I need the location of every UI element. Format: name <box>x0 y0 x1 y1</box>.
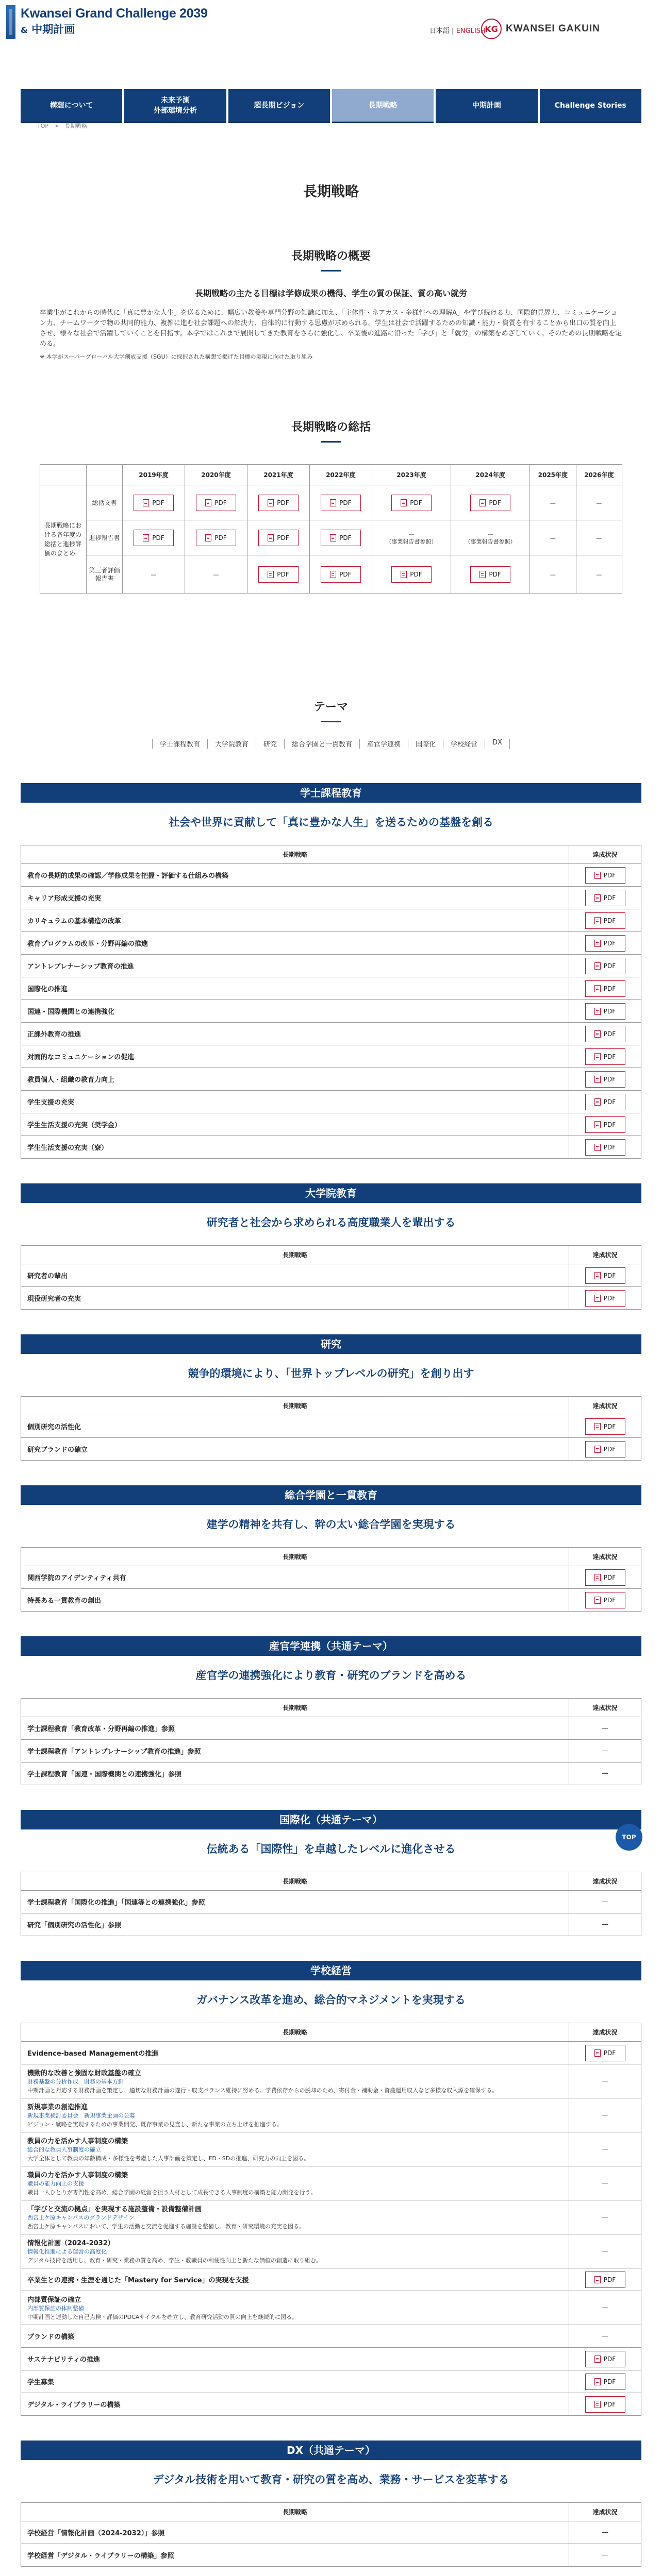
strategy-name: 現役研究者の充実 <box>27 1295 81 1303</box>
strategy-row <box>21 1566 641 1589</box>
theme-band: DX（共通テーマ） <box>21 2441 641 2460</box>
pdf-download-button[interactable]: PDF <box>585 958 625 974</box>
theme-section <box>21 1183 641 1310</box>
pdf-file-icon <box>594 985 601 992</box>
summary-row <box>40 520 622 555</box>
brand-subtitle: 中期計画 <box>31 23 75 36</box>
strategy-row <box>21 1717 641 1740</box>
strategy-name: 個別研究の活性化 <box>27 1423 81 1431</box>
theme-section <box>21 1334 641 1461</box>
strategy-row <box>21 1287 641 1310</box>
strategy-row <box>21 2268 641 2291</box>
nav-vision[interactable]: 超長期ビジョン <box>228 89 330 123</box>
strategy-row <box>21 1589 641 1612</box>
strategy-description: 職員一人ひとりが専門性を高め、総合学園の経営を担う人材として成長できる人事制度の構築と能力開発を行う。 <box>27 2189 317 2196</box>
pdf-file-icon <box>594 1423 601 1430</box>
strategy-name: 学生生活支援の充実（寮） <box>27 1144 108 1152</box>
strategy-name: 教育の長期的成果の確認／学修成果を把握・評価する仕組みの構築 <box>27 872 229 880</box>
theme-section <box>21 1636 641 1785</box>
theme-section <box>21 1810 641 1936</box>
pdf-file-icon <box>594 2401 601 2408</box>
pdf-file-icon <box>205 534 211 541</box>
pdf-download-button[interactable]: PDF <box>585 1116 625 1133</box>
summary-row-label: 第三者評価報告書 <box>87 555 123 594</box>
strategy-name: 正課外教育の推進 <box>27 1031 81 1039</box>
brand-title: Kwansei Grand Challenge 2039 <box>21 6 208 21</box>
strategy-row <box>21 2098 641 2132</box>
strategy-link[interactable]: 財務基盤の分析作成 財務の基本方針 <box>27 2078 124 2085</box>
strategy-name: 関西学院のアイデンティティ共有 <box>27 1574 126 1582</box>
pdf-file-icon <box>594 1076 601 1083</box>
strategy-row <box>21 1415 641 1438</box>
pdf-download-button[interactable]: PDF <box>585 1267 625 1284</box>
themes-section <box>0 698 662 749</box>
summary-heading: 長期戦略の総括 <box>0 418 662 443</box>
no-document: — <box>602 2247 608 2255</box>
strategy-row <box>21 1091 641 1113</box>
strategy-table: 長期戦略 達成状況 学士課程教育「国際化の推進」「国連等との連携強化」参照 — 研究「個別研究の活性化」参照 — <box>21 1872 641 1936</box>
strategy-description: 西宮上ケ原キャンパスにおいて、学生の活動と交流を促進する施設を整備し、教育・研究環境の充実を図る。 <box>27 2223 305 2230</box>
theme-band: 学士課程教育 <box>21 783 641 803</box>
theme-tagline: 産官学の連携強化により教育・研究のブランドを高める <box>195 1669 467 1682</box>
strategy-row <box>21 887 641 909</box>
strategy-table: 長期戦略 達成状況 教育の長期的成果の確認／学修成果を把握・評価する仕組みの構築 PDF キャリア形成支援の充実 PDF カリキュラムの基本構造の改革 PDF 教育プログラムの改革・分野再編の推進 PDF アントレプレナーシップ教育の推進 PDF 国際化の推進 PDF 国連・国際機関との連携強化 PDF 正課外教育の推進 PDF 対面的なコミュニケーションの促進 PDF 教員個人・組織の教育力向上 PDF 学生支援の充実 PDF 学生生活支援の充実（奨学金） PDF 学生生活支援の充実（寮） PDF <box>21 845 641 1159</box>
pdf-download-button[interactable]: PDF <box>585 1094 625 1110</box>
summary-cell-text: — <box>596 534 602 541</box>
nav-challenge-stories[interactable]: Challenge Stories <box>540 89 641 123</box>
pdf-download-button[interactable]: PDF <box>585 1003 625 1020</box>
pdf-download-button[interactable]: PDF <box>134 530 174 546</box>
theme-sections <box>0 783 662 2576</box>
pdf-file-icon <box>594 1121 601 1128</box>
theme-band: 研究 <box>21 1334 641 1354</box>
strategy-row <box>21 2200 641 2234</box>
strategy-row <box>21 2521 641 2544</box>
pdf-download-button[interactable]: PDF <box>321 530 361 546</box>
strategy-link[interactable]: 職員の能力向上の支援 <box>27 2180 84 2187</box>
summary-row <box>40 485 622 520</box>
pdf-file-icon <box>594 940 601 947</box>
no-document: — <box>602 1724 608 1732</box>
pdf-download-button[interactable]: PDF <box>585 1441 625 1458</box>
theme-tagline: ガバナンス改革を進め、総合的マネジメントを実現する <box>196 1994 466 2006</box>
strategy-row <box>21 1000 641 1023</box>
pdf-file-icon <box>479 499 486 506</box>
pdf-download-button[interactable]: PDF <box>585 2396 625 2413</box>
pdf-download-button[interactable]: PDF <box>196 530 236 546</box>
strategy-row <box>21 1740 641 1762</box>
lang-en[interactable]: ENGLISH <box>456 27 486 35</box>
strategy-description: 中期計画と連動した自己点検・評価のPDCAサイクルを確立し、教育研究活動の質の向上を継続的に図る。 <box>27 2314 297 2320</box>
global-nav <box>21 89 641 123</box>
no-document: — <box>602 2529 608 2536</box>
strategy-name: 研究ブランドの確立 <box>27 1446 88 1454</box>
theme-section <box>21 783 641 1159</box>
pdf-download-button[interactable]: PDF <box>585 1290 625 1307</box>
summary-row <box>40 555 622 594</box>
strategy-name: 学生生活支援の充実（奨学金） <box>27 1122 122 1129</box>
strategy-name: 研究「個別研究の活性化」参照 <box>27 1922 122 1929</box>
strategy-name: 新規事業の創造推進 <box>27 2104 88 2111</box>
strategy-row <box>21 2166 641 2200</box>
theme-tab[interactable]: 大学院教育 <box>207 739 256 749</box>
summary-section <box>0 418 662 594</box>
strategy-table: 長期戦略 達成状況 関西学院のアイデンティティ共有 PDF 特長ある一貫教育の創出 PDF <box>21 1547 641 1612</box>
pdf-file-icon <box>594 1030 601 1038</box>
pdf-file-icon <box>401 571 407 578</box>
pdf-download-button[interactable]: PDF <box>585 1026 625 1042</box>
overview-heading: 長期戦略の概要 <box>0 247 662 272</box>
theme-band: 大学院教育 <box>21 1183 641 1203</box>
strategy-name: サステナビリティの推進 <box>27 2356 100 2364</box>
no-document: — <box>602 1770 608 1777</box>
strategy-name: 学生支援の充実 <box>27 1099 75 1107</box>
strategy-row <box>21 1023 641 1045</box>
overview-note: ※ 本学がスーパーグローバル大学創成支援（SGU）に採択された構想で掲げた目標の実現に向けた取り組み <box>40 353 313 360</box>
pdf-download-button[interactable]: PDF <box>585 1418 625 1435</box>
pdf-file-icon <box>479 571 486 578</box>
theme-tab[interactable]: 産官学連携 <box>359 739 408 749</box>
strategy-row <box>21 1068 641 1091</box>
pdf-file-icon <box>594 1053 601 1060</box>
strategy-row <box>21 1264 641 1287</box>
theme-tagline: 研究者と社会から求められる高度職業人を輩出する <box>206 1216 456 1229</box>
theme-tab[interactable]: 国際化 <box>408 739 443 749</box>
strategy-name: 学生募集 <box>27 2379 55 2386</box>
pdf-download-button[interactable]: PDF <box>391 495 432 511</box>
pdf-file-icon <box>330 571 336 578</box>
strategy-name: 国連・国際機関との連携強化 <box>27 1008 115 1016</box>
summary-cell-text: — <box>596 571 602 578</box>
pdf-file-icon <box>594 2355 601 2363</box>
pdf-download-button[interactable]: PDF <box>585 867 625 884</box>
theme-tagline: 伝統ある「国際性」を卓越したレベルに進化させる <box>206 1843 456 1855</box>
strategy-name: 教育プログラムの改革・分野再編の推進 <box>27 940 148 948</box>
pdf-file-icon <box>268 534 274 541</box>
pdf-file-icon <box>205 499 211 506</box>
theme-tagline: 社会や世界に貢献して「真に豊かな人生」を送るための基盤を創る <box>169 816 493 828</box>
pdf-download-button[interactable]: PDF <box>134 495 174 511</box>
pdf-download-button[interactable]: PDF <box>585 2351 625 2367</box>
strategy-row <box>21 2234 641 2268</box>
brand-logo[interactable]: Kwansei Grand Challenge 2039 & 中期計画 <box>6 5 208 39</box>
strategy-row <box>21 1913 641 1936</box>
back-to-top-button[interactable]: TOP <box>616 1824 642 1851</box>
theme-tab[interactable]: 学校経営 <box>443 739 485 749</box>
strategy-link[interactable]: 総合的な教員人事制度の確立 <box>27 2146 101 2153</box>
strategy-name: 情報化計画（2024-2032） <box>27 2240 114 2247</box>
summary-cell-text: — <box>550 571 556 578</box>
strategy-link[interactable]: 情報化推進による運営の高度化 <box>27 2248 107 2255</box>
site-header <box>0 0 662 62</box>
theme-section <box>21 2441 641 2567</box>
pdf-download-button[interactable]: PDF <box>258 530 299 546</box>
no-document: — <box>602 2077 608 2085</box>
strategy-name: キャリア形成支援の充実 <box>27 895 102 903</box>
strategy-row <box>21 2291 641 2325</box>
pdf-file-icon <box>594 2378 601 2385</box>
strategy-name: ブランドの構築 <box>27 2333 75 2341</box>
no-document: — <box>602 2145 608 2153</box>
language-switch: 日本語 | ENGLISH <box>429 27 486 35</box>
pdf-download-button[interactable]: PDF <box>585 2272 625 2288</box>
overview-body: 卒業生がこれからの時代に「真に豊かな人生」を送るために、幅広い教養や専門分野の知識に加え、「主体性・ネアカス・多様性への理解A」や学び続ける力、国際的見界力、コミュニケーション力、チームワークで物の共同的能力、複雑に進む社会課題への解決力、自律的に行動する思慮が求められる。学生は社会で活躍するための知識・能力・資質を有することから出口の質を向上させ、様々な社会で活躍していくことを目指す。本学ではこれまで展開してきた教育をさらに強化し、卒業後の進路に沿った「学び」と「就労」の構築をめざしていく。そのための長期戦略を定める。 <box>40 309 622 348</box>
nav-mid-term-plan[interactable]: 中期計画 <box>436 89 537 123</box>
theme-tab[interactable]: 学士課程教育 <box>152 739 207 749</box>
pdf-file-icon <box>594 1098 601 1106</box>
crest-icon: KG <box>481 19 502 39</box>
strategy-link[interactable]: 新規事業検討委員会 新規事業企画の公募 <box>27 2112 135 2119</box>
summary-row-label: 総括文書 <box>87 485 123 520</box>
pdf-download-button[interactable]: PDF <box>585 912 625 929</box>
strategy-table: 長期戦略 達成状況 学士課程教育「教育改革・分野再編の推進」参照 — 学士課程教育「アントレプレナーシップ教育の推進」参照 — 学士課程教育「国連・国際機関との連携強化」参照 — <box>21 1698 641 1785</box>
summary-cell-text: — <box>213 571 219 578</box>
pdf-file-icon <box>594 1295 601 1302</box>
pdf-download-button[interactable]: PDF <box>391 566 432 583</box>
strategy-name: 学士課程教育「アントレプレナーシップ教育の推進」参照 <box>27 1748 201 1756</box>
strategy-name: 国際化の推進 <box>27 986 68 993</box>
strategy-row <box>21 2348 641 2370</box>
pdf-download-button[interactable]: PDF <box>585 1071 625 1088</box>
strategy-row <box>21 932 641 955</box>
strategy-link[interactable]: 内部質保証の体制整備 <box>27 2305 84 2312</box>
pdf-file-icon <box>330 499 336 506</box>
strategy-name: Evidence-based Managementの推進 <box>27 2050 159 2058</box>
no-document: — <box>602 2111 608 2119</box>
pdf-download-button[interactable]: PDF <box>321 566 361 583</box>
strategy-row <box>21 2132 641 2166</box>
pdf-file-icon <box>594 2049 601 2057</box>
strategy-row <box>21 864 641 887</box>
strategy-row <box>21 955 641 977</box>
theme-tab[interactable]: DX <box>485 739 510 749</box>
breadcrumb[interactable]: TOP > 長期戦略 <box>37 123 88 129</box>
theme-section <box>21 1961 641 2416</box>
pdf-download-button[interactable]: PDF <box>585 2374 625 2390</box>
pdf-download-button[interactable]: PDF <box>585 1569 625 1586</box>
strategy-name: 対面的なコミュニケーションの促進 <box>27 1054 135 1061</box>
no-document: — <box>602 2213 608 2221</box>
strategy-table: 長期戦略 達成状況 学校経営「情報化計画（2024-2032）」参照 — 学校経営「デジタル・ライブラリーの構築」参照 — <box>21 2502 641 2567</box>
no-document: — <box>602 1898 608 1906</box>
strategy-name: アントレプレナーシップ教育の推進 <box>27 963 134 971</box>
pdf-file-icon <box>594 1597 601 1604</box>
lang-ja[interactable]: 日本語 <box>429 27 450 35</box>
strategy-description: 中期計画と対応する財務計画を策定し、適切な財務計画の遂行・収支バランス維持に努める。学費依存からの脱却のため、寄付金・補助金・資産運用収入など多様な収入源を確保する。 <box>27 2087 498 2094</box>
strategy-name: 学校経営「デジタル・ライブラリーの構築」参照 <box>27 2552 174 2560</box>
strategy-row <box>21 2042 641 2064</box>
no-document: — <box>602 2304 608 2312</box>
brand-mark <box>6 5 15 39</box>
pdf-download-button[interactable]: PDF <box>321 495 361 511</box>
strategy-link[interactable]: 西宮上ケ原キャンパスのグランドデザイン <box>27 2214 135 2221</box>
strategy-row <box>21 1438 641 1461</box>
pdf-file-icon <box>268 571 274 578</box>
strategy-row <box>21 1136 641 1159</box>
pdf-file-icon <box>594 1272 601 1279</box>
strategy-name: 研究者の輩出 <box>27 1273 68 1280</box>
strategy-row <box>21 2393 641 2416</box>
strategy-name: 卒業生との連携・生涯を通じた「Mastery for Service」の実現を支援 <box>27 2277 249 2284</box>
strategy-name: 職員の力を活かす人事制度の構築 <box>27 2172 128 2179</box>
pdf-file-icon <box>594 1574 601 1581</box>
no-document: — <box>602 1747 608 1755</box>
theme-tagline: 建学の精神を共有し、幹の太い総合学園を実現する <box>206 1518 456 1531</box>
strategy-name: デジタル・ライブラリーの構築 <box>27 2401 121 2409</box>
strategy-row <box>21 909 641 932</box>
pdf-download-button[interactable]: PDF <box>258 566 299 583</box>
summary-cell-text: — （事業報告書参照） <box>386 530 437 545</box>
pdf-file-icon <box>401 499 407 506</box>
pdf-download-button[interactable]: PDF <box>585 980 625 997</box>
theme-tabs <box>0 739 662 749</box>
pdf-download-button[interactable]: PDF <box>585 935 625 952</box>
strategy-name: 特長ある一貫教育の創出 <box>27 1597 102 1605</box>
pdf-file-icon <box>594 1446 601 1453</box>
pdf-file-icon <box>594 1008 601 1015</box>
strategy-name: 内部質保証の確立 <box>27 2296 81 2304</box>
strategy-row <box>21 2325 641 2348</box>
theme-band: 学校経営 <box>21 1961 641 1980</box>
university-logo[interactable] <box>481 19 600 39</box>
summary-cell-text: — <box>596 499 602 506</box>
pdf-file-icon <box>143 499 149 506</box>
pdf-download-button[interactable]: PDF <box>585 890 625 906</box>
strategy-name: 「学びと交流の拠点」を実現する施設整備・設備整備計画 <box>27 2206 202 2213</box>
summary-table: 2019年度 2020年度 2021年度 2022年度 2023年度 2024年度 2025年度 2026年度 長期戦略における各年度の総括と進捗評価のまとめ 総括文書 PDF PDF PDF PDF PDF PDF — — 進捗報告書 PDF PDF PDF PDF — （事業報告書参照） — （事業報告書参照） — — 第三者評価報告書 — — PDF PDF PDF PDF — — <box>40 464 622 594</box>
theme-tagline: 競争的環境により、「世界トップレベルの研究」を創り出す <box>188 1367 474 1380</box>
summary-group-label: 長期戦略における各年度の総括と進捗評価のまとめ <box>40 485 87 594</box>
pdf-file-icon <box>594 894 601 902</box>
summary-cell-text: — <box>151 571 157 578</box>
theme-tab[interactable]: 研究 <box>256 739 284 749</box>
theme-tab[interactable]: 総合学園と一貫教育 <box>284 739 359 749</box>
strategy-name: 学士課程教育「教育改革・分野再編の推進」参照 <box>27 1725 175 1733</box>
nav-concept[interactable]: 構想について <box>21 89 122 123</box>
strategy-name: 機動的な改善と強固な財政基盤の確立 <box>27 2070 142 2077</box>
strategy-description: 大学全体として教員の年齢構成・多様性を考慮した人事計画を策定し、FD・SDの推進、研究力の向上を図る。 <box>27 2155 310 2162</box>
university-name: KWANSEI GAKUIN <box>506 23 600 34</box>
strategy-table: 長期戦略 達成状況 個別研究の活性化 PDF 研究ブランドの確立 PDF <box>21 1396 641 1461</box>
nav-forecast[interactable]: 未来予測 外部環境分析 <box>124 89 226 123</box>
strategy-row <box>21 1762 641 1785</box>
strategy-name: 学士課程教育「国際化の推進」「国連等との連携強化」参照 <box>27 1899 205 1907</box>
pdf-file-icon <box>594 872 601 879</box>
summary-cell-text: — （事業報告書参照） <box>465 530 516 545</box>
pdf-file-icon <box>594 917 601 924</box>
no-document: — <box>602 2179 608 2187</box>
pdf-download-button[interactable]: PDF <box>470 495 510 511</box>
strategy-row <box>21 1113 641 1136</box>
pdf-file-icon <box>268 499 274 506</box>
theme-tagline: デジタル技術を用いて教育・研究の質を高め、業務・サービスを変革する <box>153 2473 509 2486</box>
overview-lead: 長期戦略の主たる目標は学修成果の機得、学生の質の保証、質の高い就労 <box>194 289 467 298</box>
pdf-download-button[interactable]: PDF <box>585 1139 625 1156</box>
theme-band: 産官学連携（共通テーマ） <box>21 1636 641 1656</box>
strategy-row <box>21 2544 641 2567</box>
summary-cell-text: — <box>550 499 556 506</box>
no-document: — <box>602 2332 608 2340</box>
strategy-description: ビジョン・戦略を実現するための事業開発、既存事業の見直し、新たな事業の立ち上げを推進する。 <box>27 2121 283 2128</box>
strategy-name: 学校経営「情報化計画（2024-2032）」参照 <box>27 2530 165 2537</box>
strategy-row <box>21 2370 641 2393</box>
pdf-file-icon <box>594 1144 601 1151</box>
pdf-file-icon <box>330 534 336 541</box>
strategy-name: 教員の力を活かす人事制度の構築 <box>27 2138 128 2145</box>
page-title: 長期戦略 <box>303 184 359 200</box>
strategy-table: 長期戦略 達成状況 Evidence-based Managementの推進 PDF 機動的な改善と強固な財政基盤の確立 財務基盤の分析作成 財務の基本方針 中期計画と対応する財務計画を策定し、適切な財務計画の遂行・収支バランス維持に努める。学費依存からの脱却のため、寄付金・補助金・資産運用収入など多様な収入源を確保する。 — 新規事業の創造推進 新規事業検討委員会 新規事業企画の公募 ビジョン・戦略を実現するための事業開発、既存事業の見直し、新たな事業の立ち上げを推進する。 — 教員の力を活かす人事制度の構築 総合的な教員人事制度の確立 大学全体として教員の年齢構成・多様性を考慮した人事計画を策定し、FD・SDの推進、研究力の向上を図る。 — 職員の力を活かす人事制度の構築 職員の能力向上の支援 職員一人ひとりが専門性を高め、総合学園の経営を担う人材として成長できる人事制度の構築と能力開発を行う。 — 「学びと交流の拠点」を実現する施設整備・設備整備計画 西宮上ケ原キャンパスのグランドデザイン 西宮上ケ原キャンパスにおいて、学生の活動と交流を促進する施設を整備し、教育・研究環境の充実を図る。 — 情報化計画（2024-2032） 情報化推進による運営の高度化 デジタル技術を活用し、教育・研究・業務の質を高め、学生・教職員の利便性向上と新たな価値の創造に取り組む。 — 卒業生との連携・生涯を通じた「Mastery for Service」の実現を支援 PDF 内部質保証の確立 内部質保証の体制整備 中期計画と連動した自己点検・評価のPDCAサイクルを確立し、教育研究活動の質の向上を継続的に図る。 — ブランドの構築 — サステナビリティの推進 PDF 学生募集 PDF デジタル・ライブラリーの構築 PDF <box>21 2023 641 2416</box>
strategy-row <box>21 977 641 1000</box>
summary-row-label: 進捗報告書 <box>87 520 123 555</box>
pdf-download-button[interactable]: PDF <box>585 1592 625 1608</box>
strategy-table: 長期戦略 達成状況 研究者の輩出 PDF 現役研究者の充実 PDF <box>21 1245 641 1310</box>
summary-cell-text: — <box>550 534 556 541</box>
pdf-file-icon <box>594 2276 601 2283</box>
overview-section <box>0 247 662 361</box>
strategy-description: デジタル技術を活用し、教育・研究・業務の質を高め、学生・教職員の利便性向上と新たな価値の創造に取り組む。 <box>27 2257 322 2264</box>
nav-long-term-strategy[interactable]: 長期戦略 <box>332 89 434 123</box>
pdf-download-button[interactable]: PDF <box>258 495 299 511</box>
strategy-name: 教員個人・組織の教育力向上 <box>27 1076 115 1084</box>
pdf-download-button[interactable]: PDF <box>196 495 236 511</box>
pdf-download-button[interactable]: PDF <box>585 1048 625 1065</box>
theme-band: 総合学園と一貫教育 <box>21 1485 641 1505</box>
themes-heading: テーマ <box>0 698 662 722</box>
pdf-file-icon <box>143 534 149 541</box>
pdf-file-icon <box>594 962 601 970</box>
strategy-row <box>21 2064 641 2098</box>
pdf-download-button[interactable]: PDF <box>470 566 510 583</box>
no-document: — <box>602 2551 608 2559</box>
strategy-name: 学士課程教育「国連・国際機関との連携強化」参照 <box>27 1771 182 1778</box>
no-document: — <box>602 1921 608 1928</box>
theme-band: 国際化（共通テーマ） <box>21 1810 641 1829</box>
strategy-row <box>21 1045 641 1068</box>
pdf-download-button[interactable]: PDF <box>585 2045 625 2061</box>
strategy-name: カリキュラムの基本構造の改革 <box>27 918 121 925</box>
strategy-row <box>21 1891 641 1913</box>
theme-section <box>21 1485 641 1612</box>
